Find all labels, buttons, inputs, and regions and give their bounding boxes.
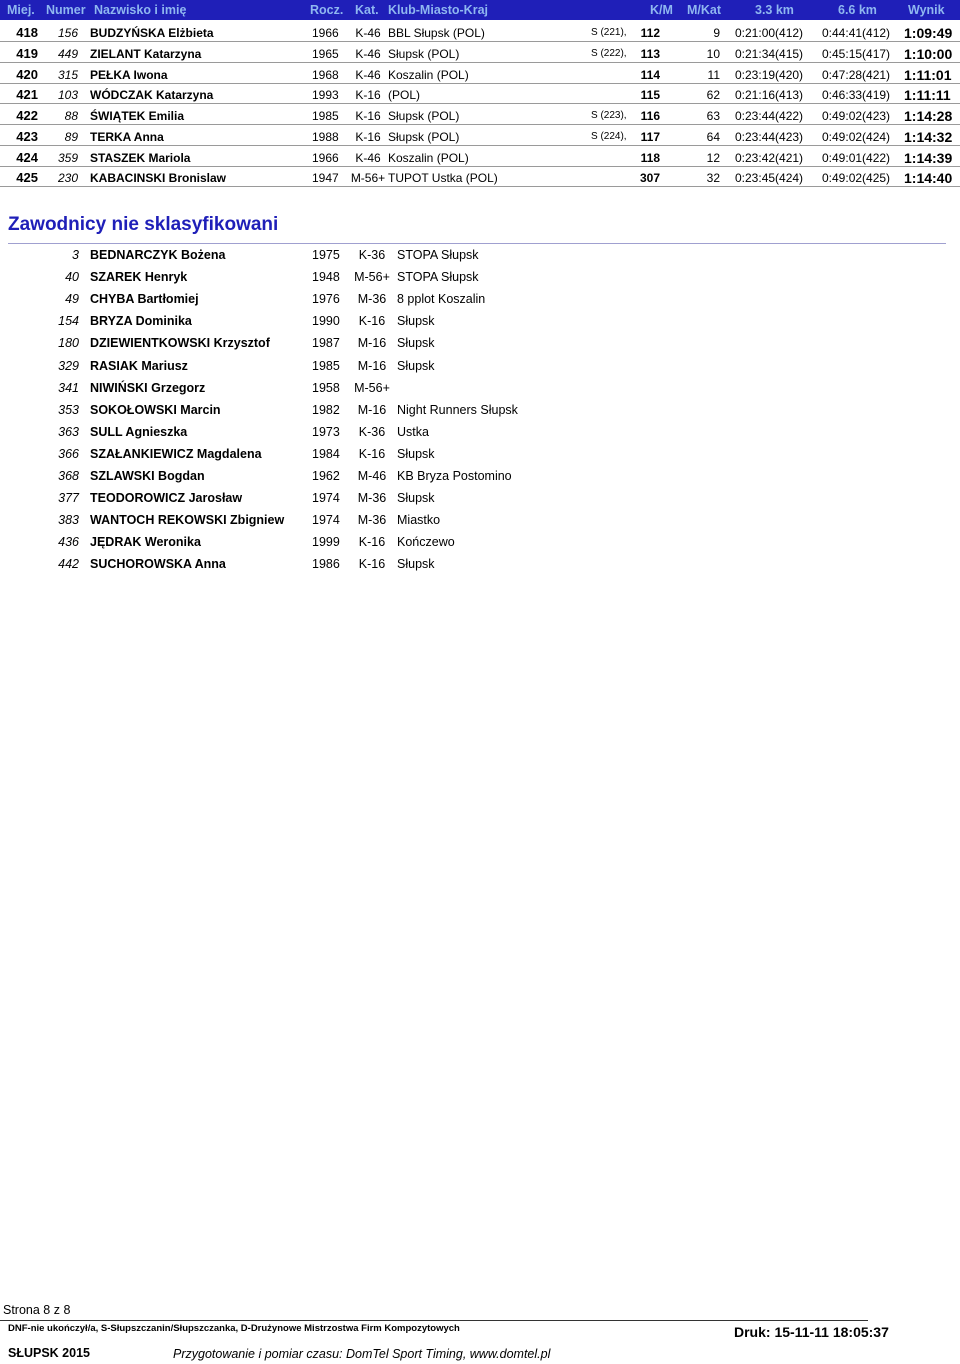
club-cell: Koszalin (POL) (388, 150, 469, 165)
split-2-cell: 0:44:41(412) (822, 26, 891, 40)
club-cell: (POL) (388, 88, 421, 103)
year-cell: 1999 (312, 535, 340, 550)
col-header-place: Miej. (7, 3, 35, 17)
name-cell: SZLAWSKI Bogdan (90, 469, 205, 483)
name-cell: TERKA Anna (90, 129, 164, 144)
col-header-split-1: 3.3 km (755, 3, 794, 17)
local-resident-cell: S (222), (591, 47, 627, 59)
unclassified-row (0, 445, 960, 465)
category-cell: K-16 (358, 557, 386, 572)
category-cell: M-16 (357, 402, 387, 417)
year-cell: 1976 (312, 292, 340, 307)
number-cell: 156 (57, 26, 78, 40)
gender-place-cell: 113 (640, 46, 660, 61)
split-1-cell: 0:21:16(413) (735, 88, 804, 103)
result-row (0, 22, 960, 42)
name-cell: RASIAK Mariusz (90, 358, 188, 373)
year-cell: 1986 (312, 557, 340, 572)
unclassified-row (0, 511, 960, 531)
number-cell: 377 (58, 491, 79, 506)
club-cell: STOPA Słupsk (397, 270, 479, 285)
unclassified-row (0, 334, 960, 354)
year-cell: 1985 (312, 109, 339, 123)
year-cell: 1968 (312, 67, 339, 82)
name-cell: CHYBA Bartłomiej (90, 292, 199, 307)
number-cell: 3 (72, 248, 79, 262)
split-1-cell: 0:23:45(424) (735, 171, 804, 186)
split-2-cell: 0:49:02(424) (822, 129, 891, 144)
place-cell: 420 (16, 66, 38, 82)
category-cell: K-16 (355, 109, 381, 123)
result-row (0, 105, 960, 125)
club-cell: Słupsk (397, 491, 435, 506)
gender-place-cell: 115 (640, 88, 660, 103)
category-cell: M-16 (357, 336, 387, 351)
number-cell: 363 (58, 424, 79, 439)
number-cell: 366 (58, 446, 79, 461)
year-cell: 1988 (312, 129, 339, 144)
result-row (0, 167, 960, 187)
event-name: SŁUPSK 2015 (8, 1346, 90, 1360)
club-cell: Słupsk (397, 358, 435, 373)
footer-legend: DNF-nie ukończył/a, S-Słupszczanin/Słupszczanka, D-Drużynowe Mistrzostwa Firm Kompozytowych (8, 1323, 460, 1334)
gender-place-cell: 307 (639, 171, 660, 186)
club-cell: Kończewo (397, 535, 455, 550)
year-cell: 1947 (312, 171, 339, 186)
place-cell: 421 (16, 87, 38, 103)
result-row (0, 43, 960, 63)
split-2-cell: 0:46:33(419) (822, 88, 891, 103)
result-cell: 1:10:00 (904, 45, 953, 62)
local-resident-cell: S (223), (591, 110, 627, 121)
category-cell: M-36 (357, 491, 387, 506)
year-cell: 1974 (312, 491, 340, 506)
year-cell: 1975 (312, 248, 340, 262)
place-cell: 425 (16, 170, 38, 186)
category-cell: M-56+ (354, 380, 390, 395)
unclassified-row (0, 268, 960, 288)
category-place-cell: 10 (706, 46, 720, 61)
timing-credits: Przygotowanie i pomiar czasu: DomTel Sport Timing, www.domtel.pl (173, 1347, 551, 1361)
print-timestamp: Druk: 15-11-11 18:05:37 (734, 1324, 889, 1340)
name-cell: ZIELANT Katarzyna (90, 46, 202, 61)
result-row (0, 64, 960, 84)
category-cell: K-16 (358, 446, 386, 461)
col-header-category-place: M/Kat (687, 3, 722, 17)
col-header-category: Kat. (355, 3, 379, 17)
number-cell: 368 (58, 469, 79, 483)
category-cell: K-46 (355, 150, 381, 165)
col-header-result: Wynik (908, 3, 945, 17)
year-cell: 1993 (312, 88, 339, 103)
name-cell: WÓDCZAK Katarzyna (90, 88, 214, 103)
category-cell: M-56+ (350, 171, 386, 186)
year-cell: 1966 (312, 150, 339, 165)
category-cell: K-16 (355, 129, 381, 144)
name-cell: TEODOROWICZ Jarosław (90, 491, 243, 506)
club-cell: Słupsk (POL) (388, 46, 460, 61)
name-cell: SZAŁANKIEWICZ Magdalena (90, 446, 262, 461)
number-cell: 315 (57, 67, 78, 82)
unclassified-row (0, 533, 960, 553)
split-2-cell: 0:49:02(423) (822, 109, 891, 123)
split-1-cell: 0:23:44(422) (735, 109, 804, 123)
category-cell: K-36 (358, 248, 386, 262)
unclassified-row (0, 555, 960, 575)
place-cell: 422 (16, 108, 38, 123)
category-place-cell: 63 (706, 109, 720, 123)
name-cell: SZAREK Henryk (90, 270, 188, 285)
club-cell: Słupsk (POL) (388, 109, 460, 123)
number-cell: 88 (64, 109, 78, 123)
category-cell: K-16 (358, 535, 386, 550)
category-cell: M-36 (357, 292, 387, 307)
club-cell: TUPOT Ustka (POL) (388, 171, 498, 186)
club-cell: 8 pplot Koszalin (397, 292, 486, 307)
place-cell: 424 (16, 149, 38, 165)
gender-place-cell: 118 (640, 150, 660, 165)
year-cell: 1973 (312, 424, 340, 439)
gender-place-cell: 116 (640, 109, 660, 123)
number-cell: 49 (65, 292, 79, 307)
result-cell: 1:11:01 (904, 66, 952, 83)
year-cell: 1985 (312, 358, 340, 373)
col-header-year: Rocz. (310, 3, 344, 17)
year-cell: 1987 (312, 336, 340, 351)
category-cell: M-36 (357, 513, 387, 528)
result-cell: 1:14:40 (904, 170, 953, 187)
split-1-cell: 0:23:19(420) (735, 67, 804, 82)
split-1-cell: 0:21:00(412) (735, 26, 804, 40)
result-row (0, 84, 960, 104)
name-cell: BEDNARCZYK Bożena (90, 248, 226, 262)
unclassified-row (0, 489, 960, 509)
local-resident-cell: S (224), (591, 130, 627, 142)
category-cell: K-46 (355, 67, 381, 82)
gender-place-cell: 114 (640, 67, 660, 82)
result-cell: 1:09:49 (904, 25, 953, 41)
result-cell: 1:11:11 (904, 87, 951, 104)
place-cell: 418 (16, 25, 38, 40)
number-cell: 89 (64, 129, 78, 144)
result-cell: 1:14:32 (904, 128, 953, 145)
unclassified-row (0, 379, 960, 399)
number-cell: 40 (65, 270, 79, 285)
club-cell: Słupsk (397, 557, 435, 572)
category-place-cell: 62 (706, 88, 720, 103)
gender-place-cell: 112 (640, 26, 660, 40)
category-cell: K-16 (355, 88, 381, 103)
result-cell: 1:14:28 (904, 108, 953, 124)
local-resident-cell: S (221), (591, 27, 627, 38)
place-cell: 419 (16, 45, 38, 61)
name-cell: WANTOCH REKOWSKI Zbigniew (90, 513, 285, 528)
name-cell: JĘDRAK Weronika (90, 535, 201, 550)
name-cell: KABACINSKI Bronislaw (90, 171, 227, 186)
result-row (0, 126, 960, 146)
number-cell: 359 (57, 150, 78, 165)
year-cell: 1962 (312, 469, 340, 483)
gender-place-cell: 117 (640, 129, 660, 144)
section-title-unclassified: Zawodnicy nie sklasyfikowani (8, 214, 279, 235)
unclassified-row (0, 357, 960, 377)
year-cell: 1990 (312, 314, 340, 329)
club-cell: Night Runners Słupsk (397, 402, 518, 417)
unclassified-row (0, 312, 960, 332)
category-cell: M-46 (357, 469, 387, 483)
category-cell: K-46 (355, 46, 381, 61)
split-2-cell: 0:47:28(421) (822, 67, 891, 82)
category-place-cell: 32 (706, 171, 720, 186)
year-cell: 1948 (312, 270, 340, 285)
split-1-cell: 0:23:44(423) (735, 129, 804, 144)
number-cell: 154 (58, 314, 79, 329)
number-cell: 353 (58, 402, 79, 417)
name-cell: DZIEWIENTKOWSKI Krzysztof (90, 336, 270, 351)
category-cell: M-56+ (354, 270, 390, 285)
section-divider (8, 243, 946, 244)
year-cell: 1982 (312, 402, 340, 417)
year-cell: 1984 (312, 446, 340, 461)
number-cell: 449 (57, 46, 78, 61)
category-place-cell: 64 (706, 129, 720, 144)
category-place-cell: 9 (713, 26, 720, 40)
category-cell: K-36 (358, 424, 386, 439)
club-cell: Słupsk (397, 314, 435, 329)
number-cell: 230 (57, 171, 78, 186)
unclassified-row (0, 467, 960, 487)
category-cell: K-46 (355, 26, 381, 40)
name-cell: NIWIŃSKI Grzegorz (90, 380, 206, 395)
club-cell: Ustka (397, 424, 429, 439)
footer-divider (0, 1320, 868, 1321)
number-cell: 103 (57, 88, 78, 103)
col-header-gender-place: K/M (650, 3, 673, 17)
name-cell: SUCHOROWSKA Anna (90, 557, 226, 572)
split-2-cell: 0:45:15(417) (822, 46, 891, 61)
year-cell: 1966 (312, 26, 339, 40)
number-cell: 436 (58, 535, 79, 550)
number-cell: 341 (58, 380, 79, 395)
name-cell: BRYZA Dominika (90, 314, 192, 329)
number-cell: 442 (58, 557, 79, 572)
category-cell: K-16 (358, 314, 386, 329)
unclassified-row (0, 290, 960, 310)
club-cell: Koszalin (POL) (388, 67, 469, 82)
split-1-cell: 0:23:42(421) (735, 150, 804, 165)
name-cell: BUDZYŃSKA Elżbieta (90, 26, 214, 40)
unclassified-row (0, 246, 960, 266)
split-1-cell: 0:21:34(415) (735, 46, 804, 61)
club-cell: KB Bryza Postomino (397, 469, 512, 483)
place-cell: 423 (16, 128, 38, 144)
number-cell: 383 (58, 513, 79, 528)
year-cell: 1974 (312, 513, 340, 528)
year-cell: 1958 (312, 380, 340, 395)
unclassified-row (0, 401, 960, 421)
club-cell: Słupsk (397, 446, 435, 461)
name-cell: PEŁKA Iwona (90, 67, 168, 82)
name-cell: STASZEK Mariola (90, 150, 191, 165)
page-number: Strona 8 z 8 (3, 1303, 71, 1317)
result-cell: 1:14:39 (904, 149, 953, 166)
name-cell: ŚWIĄTEK Emilia (90, 109, 185, 123)
number-cell: 180 (58, 336, 79, 351)
name-cell: SOKOŁOWSKI Marcin (90, 402, 221, 417)
category-cell: M-16 (357, 358, 387, 373)
split-2-cell: 0:49:01(422) (822, 150, 891, 165)
club-cell: BBL Słupsk (POL) (388, 26, 485, 40)
unclassified-row (0, 423, 960, 443)
category-place-cell: 12 (706, 150, 720, 165)
club-cell: Miastko (397, 513, 441, 528)
number-cell: 329 (58, 358, 79, 373)
col-header-club: Klub-Miasto-Kraj (388, 3, 488, 17)
results-table-header (0, 0, 960, 20)
col-header-name: Nazwisko i imię (94, 3, 187, 17)
split-2-cell: 0:49:02(425) (822, 171, 891, 186)
col-header-number: Numer (46, 3, 86, 17)
year-cell: 1965 (312, 46, 339, 61)
result-row (0, 147, 960, 167)
name-cell: SULL Agnieszka (90, 424, 188, 439)
category-place-cell: 11 (707, 67, 720, 82)
club-cell: Słupsk (397, 336, 435, 351)
club-cell: STOPA Słupsk (397, 248, 479, 262)
col-header-split-2: 6.6 km (838, 3, 877, 17)
club-cell: Słupsk (POL) (388, 129, 460, 144)
